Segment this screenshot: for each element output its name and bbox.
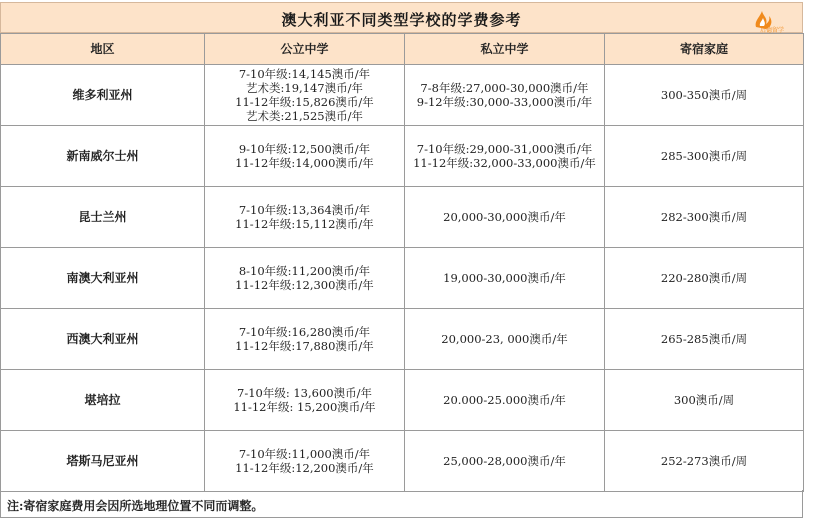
homestay-cell: 300-350澳币/周 bbox=[605, 65, 804, 126]
public-fee-line: 7-10年级:14,145澳币/年 bbox=[238, 67, 371, 81]
page-title: 澳大利亚不同类型学校的学费参考 bbox=[281, 11, 522, 29]
private-fee-line: 20,000-30,000澳币/年 bbox=[443, 210, 566, 224]
homestay-cell: 300澳币/周 bbox=[605, 370, 804, 431]
table-row bbox=[1, 431, 804, 492]
title-bar bbox=[0, 2, 803, 33]
region-cell: 新南威尔士州 bbox=[1, 126, 205, 187]
public-school-cell bbox=[205, 248, 405, 309]
private-school-cell bbox=[405, 126, 605, 187]
public-fee-line: 11-12年级:17,880澳币/年 bbox=[235, 339, 374, 353]
public-fee-line: 11-12年级:12,200澳币/年 bbox=[235, 461, 374, 475]
public-fee-line: 11-12年级:15,112澳币/年 bbox=[235, 217, 374, 231]
private-school-cell bbox=[405, 431, 605, 492]
public-fee-line: 11-12年级:12,300澳币/年 bbox=[235, 278, 374, 292]
public-fee-line: 艺术类:19,147澳币/年 bbox=[246, 81, 363, 95]
column-header-homestay: 寄宿家庭 bbox=[605, 34, 804, 65]
public-school-cell bbox=[205, 187, 405, 248]
private-school-cell bbox=[405, 187, 605, 248]
private-fee-line: 9-12年级:30,000-33,000澳币/年 bbox=[416, 95, 593, 109]
table-row bbox=[1, 187, 804, 248]
tuition-table bbox=[0, 33, 804, 492]
public-fee-line: 7-10年级:16,280澳币/年 bbox=[238, 325, 371, 339]
table-row bbox=[1, 370, 804, 431]
region-cell: 维多利亚州 bbox=[1, 65, 205, 126]
public-fee-line: 7-10年级: 13,600澳币/年 bbox=[237, 386, 372, 400]
region-cell: 昆士兰州 bbox=[1, 187, 205, 248]
table-row bbox=[1, 65, 804, 126]
private-school-cell bbox=[405, 370, 605, 431]
private-fee-line: 7-8年级:27,000-30,000澳币/年 bbox=[420, 81, 589, 95]
footnote bbox=[0, 490, 803, 518]
private-school-cell bbox=[405, 248, 605, 309]
table-body bbox=[1, 65, 804, 492]
private-fee-line: 25,000-28,000澳币/年 bbox=[443, 454, 566, 468]
public-school-cell bbox=[205, 370, 405, 431]
brand-logo-text: 启德留学 bbox=[759, 27, 784, 34]
column-header-region: 地区 bbox=[1, 34, 205, 65]
homestay-cell: 285-300澳币/周 bbox=[605, 126, 804, 187]
private-school-cell bbox=[405, 65, 605, 126]
homestay-cell: 220-280澳币/周 bbox=[605, 248, 804, 309]
homestay-cell: 252-273澳币/周 bbox=[605, 431, 804, 492]
table-row bbox=[1, 248, 804, 309]
footnote-text: 注:寄宿家庭费用会因所选地理位置不同而调整。 bbox=[7, 499, 264, 513]
homestay-cell: 282-300澳币/周 bbox=[605, 187, 804, 248]
private-fee-line: 19,000-30,000澳币/年 bbox=[443, 271, 566, 285]
private-fee-line: 20.000-25.000澳币/年 bbox=[443, 393, 566, 407]
public-school-cell bbox=[205, 309, 405, 370]
private-fee-line: 7-10年级:29,000-31,000澳币/年 bbox=[416, 142, 593, 156]
public-fee-line: 9-10年级:12,500澳币/年 bbox=[238, 142, 371, 156]
public-fee-line: 11-12年级:14,000澳币/年 bbox=[235, 156, 374, 170]
region-cell: 塔斯马尼亚州 bbox=[1, 431, 205, 492]
public-school-cell bbox=[205, 65, 405, 126]
column-header-private: 私立中学 bbox=[405, 34, 605, 65]
table-header-row bbox=[1, 34, 804, 65]
region-cell: 南澳大利亚州 bbox=[1, 248, 205, 309]
public-fee-line: 7-10年级:11,000澳币/年 bbox=[238, 447, 371, 461]
private-fee-line: 11-12年级:32,000-33,000澳币/年 bbox=[413, 156, 596, 170]
private-school-cell bbox=[405, 309, 605, 370]
homestay-cell: 265-285澳币/周 bbox=[605, 309, 804, 370]
public-fee-line: 7-10年级:13,364澳币/年 bbox=[238, 203, 371, 217]
public-school-cell bbox=[205, 126, 405, 187]
public-fee-line: 11-12年级: 15,200澳币/年 bbox=[233, 400, 376, 414]
table-row bbox=[1, 309, 804, 370]
region-cell: 西澳大利亚州 bbox=[1, 309, 205, 370]
region-cell: 堪培拉 bbox=[1, 370, 205, 431]
public-fee-line: 艺术类:21,525澳币/年 bbox=[246, 109, 363, 123]
table-row bbox=[1, 126, 804, 187]
public-school-cell bbox=[205, 431, 405, 492]
column-header-public: 公立中学 bbox=[205, 34, 405, 65]
public-fee-line: 8-10年级:11,200澳币/年 bbox=[238, 264, 371, 278]
public-fee-line: 11-12年级:15,826澳币/年 bbox=[235, 95, 374, 109]
private-fee-line: 20,000-23, 000澳币/年 bbox=[441, 332, 568, 346]
